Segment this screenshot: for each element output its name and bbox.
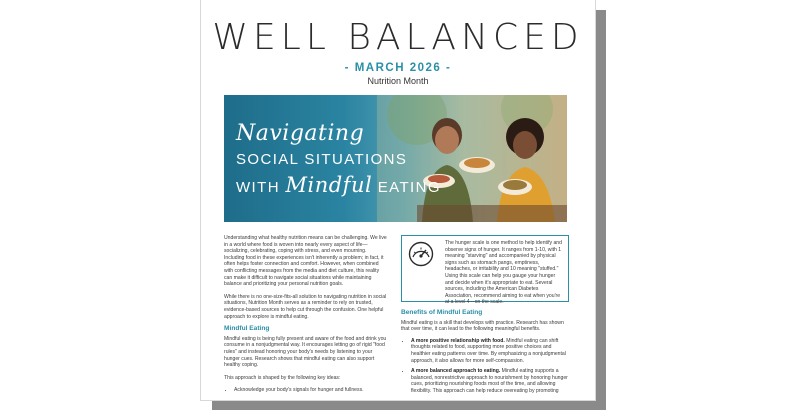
key-ideas-list — [224, 387, 387, 394]
benefit-title: A more balanced approach to eating. — [411, 368, 501, 375]
gauge-icon — [408, 241, 434, 267]
newsletter-title: WELL BALANCED — [212, 17, 584, 58]
issue-date: - MARCH 2026 - — [344, 62, 452, 74]
hero-mindful: Mindful — [285, 173, 373, 197]
hero-banner — [224, 95, 567, 222]
list-item — [411, 368, 569, 394]
list-item — [411, 338, 569, 364]
benefits-list — [401, 338, 569, 395]
benefits-intro: Mindful eating is a skill that develops with practice. Research has shown that over time, it can lead to the following meaningful benefits. — [401, 319, 564, 333]
paragraph-2: While there is no one-size-fits-all solution to navigating nutrition in social situations, Nutrition Month serves as a reminder to rely on trusted, evidence-based sources to help cut through the confusion. One helpful approach to explore is mindful eating. — [224, 293, 387, 320]
hunger-scale-callout — [401, 235, 569, 306]
issue-subtitle: Nutrition Month — [367, 76, 429, 86]
hero-eating: EATING — [377, 179, 441, 196]
right-column — [401, 235, 569, 399]
list-item: • Acknowledge your body's signals for hunger and fullness. — [234, 387, 387, 394]
benefit-title: A more positive relationship with food. — [411, 337, 505, 344]
left-column — [224, 235, 387, 397]
newsletter-page — [201, 0, 595, 400]
section-heading-benefits: Benefits of Mindful Eating — [401, 309, 483, 316]
hero-title-social: SOCIAL SITUATIONS — [236, 151, 408, 168]
benefit-text: Mindful eating can shift thoughts related to food, supporting more positive choices and healthier eating patterns over time. By emphasizing a nonjudgmental approach, it also allows for more self-compassion. — [411, 337, 566, 364]
intro-paragraph: Understanding what healthy nutrition means can be challenging. We live in a world where food is woven into nearly every aspect of life—socializing, celebrating, coping with stress, and even mourning. Including food in these experiences isn't inherently a problem; in fact, it often helps foster connection and comfort. However, when combined with conflicting messages from the media and diet culture, this reality can make it difficult to navigate social situations while maintaining balance and prioritizing your personal nutrition goals. — [224, 235, 387, 288]
paragraph-4: This approach is shaped by the following key ideas: — [224, 374, 341, 381]
hero-title-navigating: Navigating — [236, 121, 365, 146]
callout-text: The hunger scale is one method to help identify and observe signs of hunger. It ranges from 1-10, with 1 meaning "starving" and accompanied by physical signs such as stomach pangs, emptiness, headaches, or irritability and 10 meaning "stuffed." Using this scale can help you gauge your hunger and decide when it's appropriate to eat. Several sources, including the American Diabetes Association, recommend aiming to eat when you're at a level 4—on the scale. — [445, 240, 562, 306]
hero-title-mindful-eating — [236, 173, 441, 197]
hero-with: WITH — [236, 179, 280, 196]
section-heading-mindful-eating: Mindful Eating — [224, 325, 270, 333]
benefit-text: Mindful eating supports a balanced, nonrestrictive approach to nourishment by honoring hunger cues, prioritizing nourishing foods most of the time, and allowing flexibility. This approach can help reduce overeating by promoting — [411, 368, 568, 394]
paragraph-3: Mindful eating is being fully present and aware of the food and drink you consume in a nonjudgmental way. It encourages letting go of rigid "food rules" and instead honoring your body's needs by listening to your hunger cues. Research shows that mindful eating can also support healthy coping. — [224, 335, 387, 369]
